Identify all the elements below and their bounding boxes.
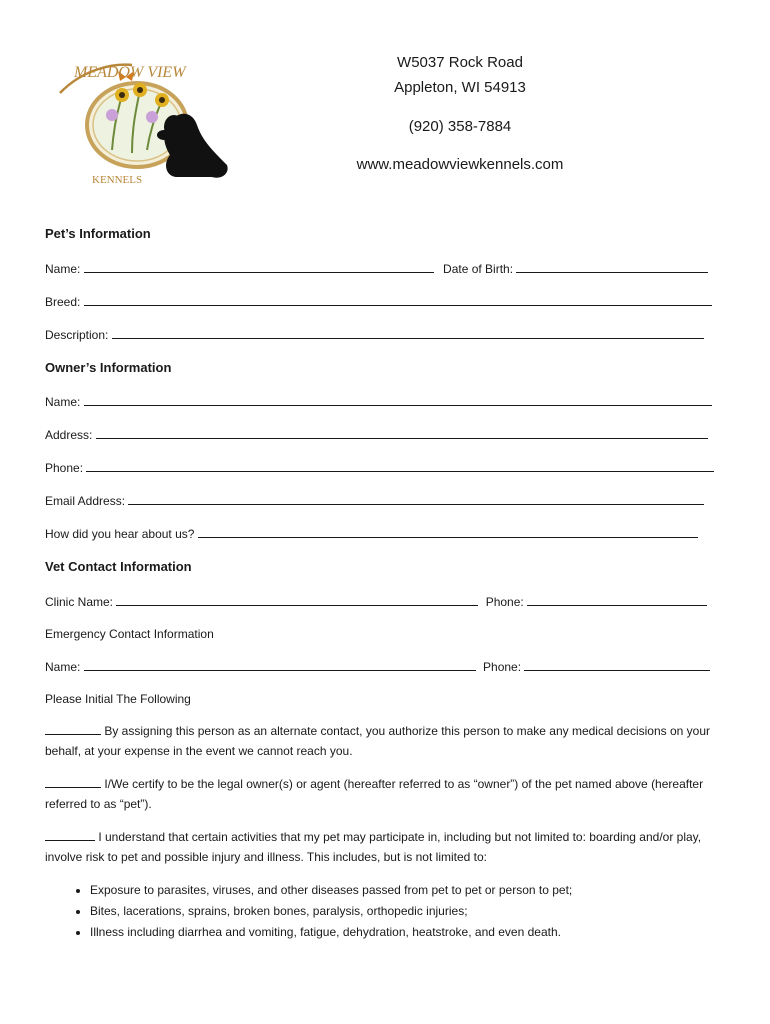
owner-info-heading: Owner’s Information xyxy=(45,360,172,375)
emergency-name-label: Name: xyxy=(45,660,81,674)
pet-breed-field[interactable] xyxy=(84,294,712,306)
website[interactable]: www.meadowviewkennels.com xyxy=(356,156,564,173)
emergency-heading: Emergency Contact Information xyxy=(45,627,214,641)
owner-phone-label: Phone: xyxy=(45,461,84,475)
pet-description-label: Description: xyxy=(45,328,109,342)
vet-clinic-label: Clinic Name: xyxy=(45,595,114,609)
owner-email-row xyxy=(45,493,704,508)
owner-address-label: Address: xyxy=(45,428,93,442)
pet-breed-label: Breed: xyxy=(45,295,81,309)
owner-referral-field[interactable] xyxy=(198,526,698,538)
meadowview-kennels-logo xyxy=(52,55,242,190)
emergency-row xyxy=(45,659,710,674)
list-item: • Exposure to parasites, viruses, and other diseases passed from pet to pet or person to pet; xyxy=(90,880,572,901)
owner-referral-label: How did you hear about us? xyxy=(45,527,195,541)
pet-dob-field[interactable] xyxy=(516,261,708,273)
owner-phone-row xyxy=(45,460,714,475)
owner-name-field[interactable] xyxy=(84,394,712,406)
initials-intro: Please Initial The Following xyxy=(45,692,191,706)
address-line1: W5037 Rock Road xyxy=(397,54,523,71)
vet-clinic-row xyxy=(45,594,707,609)
pet-dob-label: Date of Birth: xyxy=(443,262,514,276)
initial-item-2 xyxy=(45,774,725,814)
owner-address-field[interactable] xyxy=(96,427,708,439)
vet-phone-field[interactable] xyxy=(527,594,707,606)
owner-email-label: Email Address: xyxy=(45,494,126,508)
vet-info-heading: Vet Contact Information xyxy=(45,559,192,574)
pet-breed-row xyxy=(45,294,712,309)
pet-description-row xyxy=(45,327,704,342)
owner-email-field[interactable] xyxy=(128,493,704,505)
address-line2: Appleton, WI 54913 xyxy=(394,79,526,96)
initial-item-3 xyxy=(45,827,725,867)
owner-referral-row xyxy=(45,526,698,541)
vet-phone-label: Phone: xyxy=(485,595,524,609)
owner-address-row xyxy=(45,427,708,442)
logo-text: MEADOW VIEW xyxy=(74,64,186,81)
owner-name-row xyxy=(45,394,712,409)
list-item: • Bites, lacerations, sprains, broken bones, paralysis, orthopedic injuries; xyxy=(90,901,572,922)
pet-description-field[interactable] xyxy=(112,327,704,339)
initial-field-3[interactable] xyxy=(45,829,95,841)
emergency-name-field[interactable] xyxy=(84,659,476,671)
initial-field-1[interactable] xyxy=(45,723,101,735)
pet-name-row xyxy=(45,261,708,276)
vet-clinic-field[interactable] xyxy=(116,594,478,606)
owner-phone-field[interactable] xyxy=(86,460,714,472)
pet-name-field[interactable] xyxy=(84,261,434,273)
emergency-phone-label: Phone: xyxy=(483,660,522,674)
initial-item-1-text: By assigning this person as an alternate contact, you authorize this person to make any medical decisions on your behalf, at your expense in the event we cannot reach you. xyxy=(45,724,711,758)
logo-subtext: KENNELS xyxy=(92,174,143,186)
initial-item-2-text: I/We certify to be the legal owner(s) or agent (hereafter referred to as “owner”) of the pet named above (hereafter referred to as “pet”). xyxy=(45,777,704,811)
list-item: • Illness including diarrhea and vomiting, fatigue, dehydration, heatstroke, and even death. xyxy=(90,922,572,943)
emergency-phone-field[interactable] xyxy=(524,659,710,671)
risk-list xyxy=(45,880,572,943)
initial-item-3-text: I understand that certain activities that my pet may participate in, including but not limited to: boarding and/or play, involve risk to pet and possible injury and illness. This includes, but is not limited to: xyxy=(45,830,702,864)
phone-number: (920) 358-7884 xyxy=(408,118,512,135)
owner-name-label: Name: xyxy=(45,395,81,409)
pet-name-label: Name: xyxy=(45,262,81,276)
initial-field-2[interactable] xyxy=(45,776,101,788)
initial-item-1 xyxy=(45,721,725,761)
pet-info-heading: Pet’s Information xyxy=(45,226,151,241)
